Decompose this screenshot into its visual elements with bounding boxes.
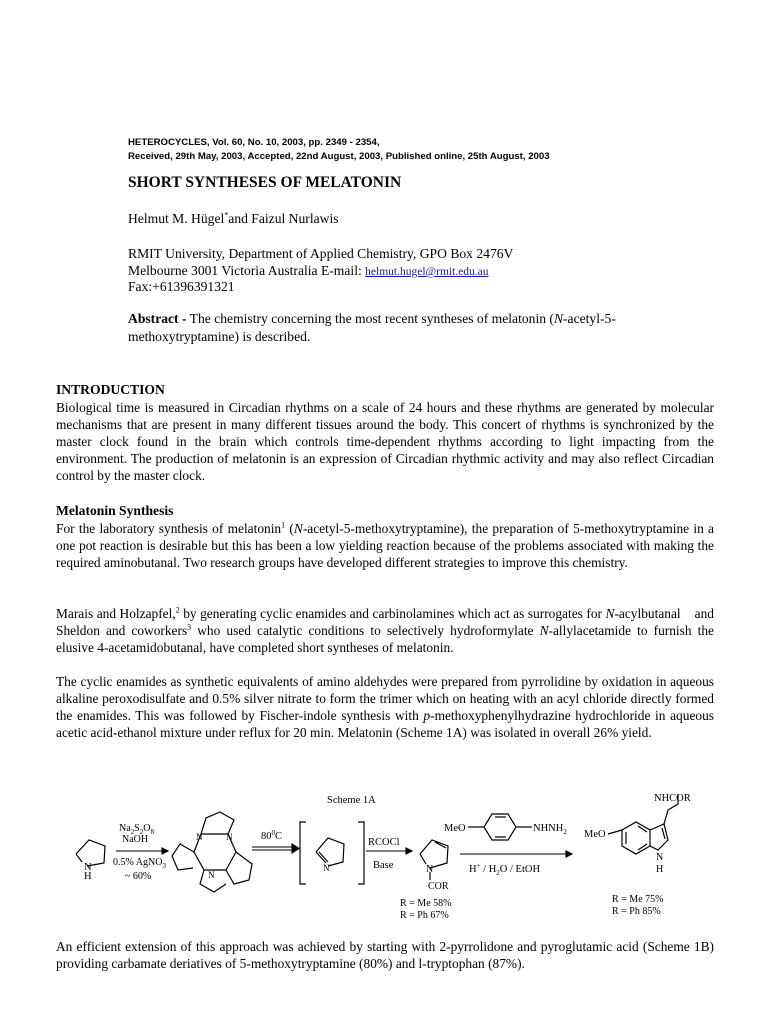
scheme-1a — [56, 782, 716, 932]
reagent-rcocl: RCOCl — [368, 837, 400, 848]
synthesis-paragraph-1 — [56, 520, 714, 571]
trimer-n-label-1: N — [196, 832, 203, 842]
p1-text-a: For the laboratory synthesis of melatonin — [56, 521, 282, 536]
affiliation-line-2 — [128, 263, 488, 279]
enamide-structure — [420, 840, 448, 880]
hydrazine-nhnh2: $NHNH_2$ — [533, 823, 567, 836]
p2-text-e: -allylacetamide to furnish the elusive 4-acetamidobutanal, have completed short syntheses of melatonin. — [56, 623, 714, 655]
paper-title: SHORT SYNTHESES OF MELATONIN — [128, 174, 402, 191]
enamide-yield-me: R = Me 58% — [400, 898, 452, 909]
p2-text-b: by generating cyclic enamides and carbinolamines which act as surrogates for — [179, 606, 606, 621]
reference-1: 1 — [281, 520, 286, 530]
fax: Fax:+61396391321 — [128, 279, 235, 294]
p3-text-a: The cyclic enamides as synthetic equivalents of amino aldehydes were prepared from pyrrolidine by oxidation in aqueous alkaline peroxodisulfate and 0.5% silver nitrate to form the trimer which on heating with an acyl chloride directly formed the enamides. This was followed by Fischer-indole synthesis with — [56, 674, 714, 723]
synthesis-paragraph-4: An efficient extension of this approach was achieved by starting with 2-pyrrolidone and pyroglutamic acid (Scheme 1B) providing carbamate deriatives of 5-methoxytryptamine (80%) and l-tryptophan (87%). — [56, 939, 714, 971]
reagent-naoh: NaOH — [122, 834, 149, 845]
fischer-conditions: $H^+ / H_2O$ / EtOH — [469, 862, 541, 877]
affiliation-address: Melbourne 3001 Victoria Australia E-mail: — [128, 263, 366, 278]
introduction-heading: INTRODUCTION — [56, 382, 165, 397]
reference-2: 2 — [175, 605, 180, 615]
product-n-label: N — [656, 852, 664, 863]
p2-italic-n-1: N — [605, 606, 615, 621]
product-meo: MeO — [584, 829, 606, 840]
reagent-persulfate: $Na_2S_2O_8$ — [119, 823, 154, 836]
p2-italic-n-2: N — [539, 623, 549, 638]
p2-text-d: who used catalytic conditions to selectively hydroformylate — [191, 623, 540, 638]
reagent-yield: ~ 60% — [125, 871, 152, 882]
hydrazine-ring — [468, 814, 532, 840]
p2-text-c: -acylbutanal and Sheldon and coworkers — [56, 606, 718, 638]
journal-citation: HETEROCYCLES, Vol. 60, No. 10, 2003, pp. 2349 - 2354, — [128, 137, 380, 148]
product-h-label: H — [656, 864, 664, 875]
abstract — [128, 310, 634, 345]
author-first: Helmut M. Hügel — [128, 211, 225, 226]
received-dates: Received, 29th May, 2003, Accepted, 22nd August, 2003, Published online, 25th August, 2003 — [128, 151, 550, 162]
p3-italic-p: p — [423, 708, 431, 723]
imine-intermediate — [300, 822, 364, 884]
trimer-n-label-3: N — [208, 870, 215, 880]
affiliation-line-1: RMIT University, Department of Applied Chemistry, GPO Box 2476V — [128, 246, 514, 261]
synthesis-paragraph-3 — [56, 673, 714, 741]
product-yield-me: R = Me 75% — [612, 894, 664, 905]
abstract-text-end: -acetyl-5-methoxytryptamine) is described. — [128, 311, 616, 344]
p1-italic-n: N — [293, 521, 303, 536]
synthesis-paragraph-2 — [56, 605, 718, 656]
authors — [128, 211, 339, 227]
enamide-yield-ph: R = Ph 67% — [400, 910, 449, 921]
trimer-n-label-2: N — [226, 832, 233, 842]
reaction-arrow-1 — [116, 848, 168, 854]
p1-text-c: -acetyl-5-methoxytryptamine), the preparation of 5-methoxytryptamine in a one pot reaction is desirable but this has been a low yielding reaction because of the problems associated with making the required aminobutanal. Two research groups have developed different strategies to improve this chemistry. — [56, 521, 714, 570]
p1-text-b: ( — [285, 521, 294, 536]
reaction-arrow-3 — [460, 851, 572, 857]
abstract-label: Abstract - — [128, 311, 187, 326]
corresponding-mark: * — [224, 210, 229, 220]
introduction-paragraph: Biological time is measured in Circadian rhythms on a scale of 24 hours and these rhythms are generated by molecular mechanisms that are present in many different tissues around the body. This concert of rhythms is synchronized by the master clock found in the brain which controls time-dependent rhythms according to light impacting from the environment. The production of melatonin is an expression of Circadian rhythmic activity and may also reflect Circadian control by the master clock. — [56, 400, 714, 483]
enamide-n-label: N — [426, 864, 434, 875]
abstract-italic-n: N — [553, 311, 564, 326]
reference-3: 3 — [187, 622, 192, 632]
author-rest: and Faizul Nurlawis — [228, 211, 339, 226]
scheme-title: Scheme 1A — [327, 795, 376, 806]
hydrazine-meo: MeO — [444, 823, 466, 834]
email-link[interactable]: helmut.hugel@rmit.edu.au — [365, 266, 489, 278]
reagent-base: Base — [373, 860, 394, 871]
enamide-cor-label: COR — [428, 881, 449, 892]
reagent-silver-nitrate: 0.5% AgNO$_3$ — [113, 857, 166, 870]
product-nhcor: NHCOR — [654, 793, 691, 804]
pyrrolidine-n-label: N — [84, 862, 92, 873]
p3-text-b: -methoxyphenylhydrazine hydrochloride in aqueous acetic acid-ethanol mixture under reflux for 20 min. Melatonin (Scheme 1A) was isolated in overall 26% yield. — [56, 708, 714, 740]
equilibrium-arrow — [252, 844, 299, 853]
reaction-arrow-2 — [366, 848, 412, 854]
melatonin-synthesis-heading: Melatonin Synthesis — [56, 503, 174, 518]
p2-text-a: Marais and Holzapfel, — [56, 606, 176, 621]
abstract-text: The chemistry concerning the most recent syntheses of melatonin ( — [186, 311, 554, 326]
trimer-structure — [172, 812, 252, 892]
heat-condition: $80^0C$ — [261, 829, 283, 842]
imine-n-label: N — [323, 863, 330, 873]
product-yield-ph: R = Ph 85% — [612, 906, 661, 917]
pyrrolidine-h-label: H — [84, 871, 92, 882]
